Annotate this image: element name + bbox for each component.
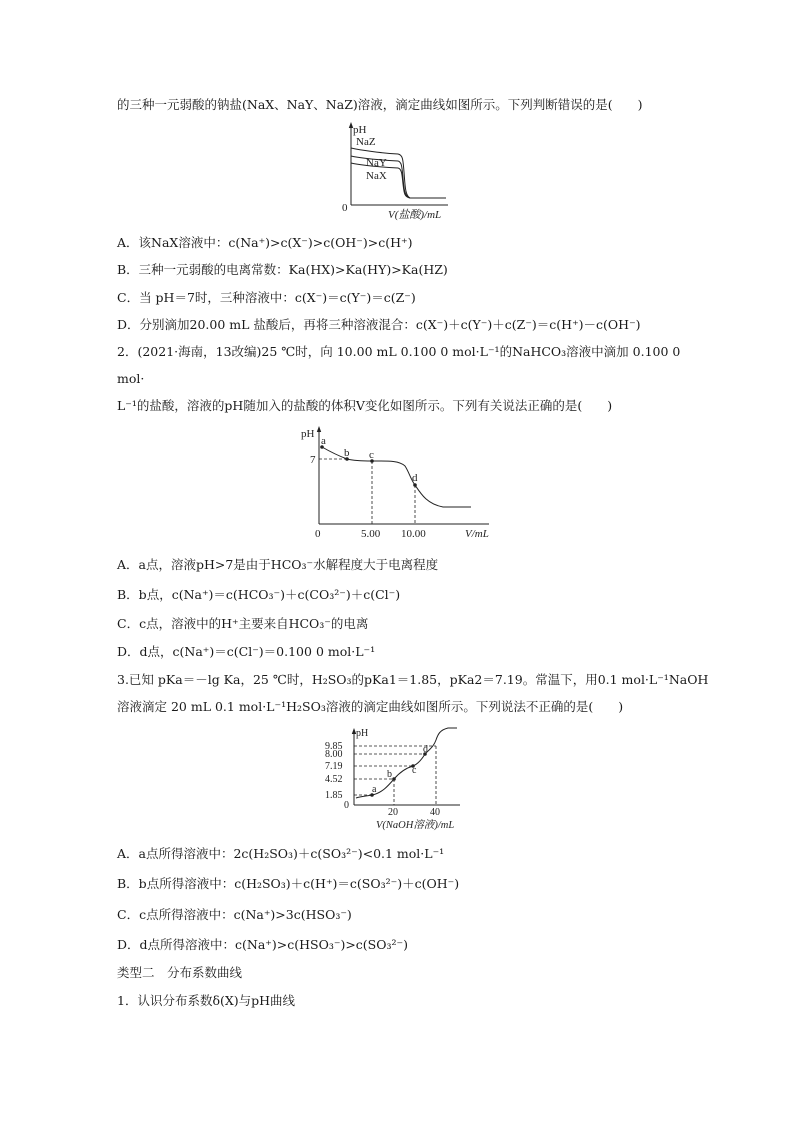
q2-ytick-7: 7 [310,454,316,466]
q2-stem-line2: mol· [117,371,145,386]
q1-option-b: B．三种一元弱酸的电离常数：Ka(HX)>Ka(HY)>Ka(HZ) [117,262,448,277]
q1-ylabel: pH [353,124,367,136]
q3-option-d: D．d点所得溶液中：c(Na⁺)>c(HSO₃⁻)>c(SO₃²⁻) [117,937,408,952]
q1-option-c: C．当 pH＝7时，三种溶液中：c(X⁻)＝c(Y⁻)＝c(Z⁻) [117,290,416,305]
q1-intro: 的三种一元弱酸的钠盐(NaX、NaY、NaZ)溶液，滴定曲线如图所示。下列判断错误的是( ) [117,97,643,112]
section-heading: 类型二 分布系数曲线 [117,965,243,980]
q3-ylabel: pH [356,728,369,739]
q2-ylabel: pH [301,428,315,440]
q2-stem-line3: L⁻¹的盐酸，溶液的pH随加入的盐酸的体积V变化如图所示。下列有关说法正确的是( ) [117,398,613,413]
q3-label-a: a [372,784,377,795]
q3-label-d: d [423,744,428,755]
q3-chart [322,722,482,834]
q1-label-nax: NaX [366,170,387,182]
q3-point-b [392,777,396,781]
q2-xtick-5: 5.00 [361,528,381,540]
q1-origin: 0 [342,202,348,214]
q1-chart [340,120,460,222]
q3-option-c: C．c点所得溶液中：c(Na⁺)>3c(HSO₃⁻) [117,907,352,922]
q3-ytick-719: 7.19 [325,761,343,772]
q2-figure [297,422,497,544]
q2-option-a: A．a点，溶液pH>7是由于HCO₃⁻水解程度大于电离程度 [117,557,439,572]
q3-label-b: b [387,769,392,780]
q3-ytick-452: 4.52 [325,774,343,785]
q2-xtick-10: 10.00 [401,528,426,540]
q3-figure [322,722,482,834]
q2-option-c: C．c点，溶液中的H⁺主要来自HCO₃⁻的电离 [117,616,369,631]
q2-label-c: c [369,449,374,461]
q1-label-nay: NaY [366,157,387,169]
q2-xlabel: V/mL [465,528,489,540]
q3-stem-line2: 溶液滴定 20 mL 0.1 mol·L⁻¹H₂SO₃溶液的滴定曲线如图所示。下列说法不正确的是( ) [117,699,624,714]
q3-ytick-800: 8.00 [325,749,343,760]
q3-xtick-40: 40 [430,807,440,818]
q3-xtick-20: 20 [388,807,398,818]
q3-stem-line1: 3.已知 pKa＝－lg Ka，25 ℃时，H₂SO₃的pKa1＝1.85，pKa2＝7.19。常温下，用0.1 mol·L⁻¹NaOH [117,672,709,687]
q3-option-b: B．b点所得溶液中：c(H₂SO₃)＋c(H⁺)＝c(SO₃²⁻)＋c(OH⁻) [117,876,460,891]
q2-chart [297,422,497,544]
q2-label-d: d [412,472,418,484]
q2-option-d: D．d点，c(Na⁺)＝c(Cl⁻)＝0.100 0 mol·L⁻¹ [117,644,376,659]
q3-origin: 0 [344,800,349,811]
q1-figure [340,120,460,222]
q1-option-d: D．分别滴加20.00 mL 盐酸后，再将三种溶液混合：c(X⁻)＋c(Y⁻)＋c(Z⁻)＝c(H⁺)－c(OH⁻) [117,317,641,332]
q2-stem-line1: 2．(2021·海南，13改编)25 ℃时，向 10.00 mL 0.100 0 mol·L⁻¹的NaHCO₃溶液中滴加 0.100 0 [117,344,681,359]
q1-xlabel: V(盐酸)/mL [388,209,442,221]
q3-option-a: A．a点所得溶液中：2c(H₂SO₃)＋c(SO₃²⁻)<0.1 mol·L⁻¹ [117,846,445,861]
q3-label-c: c [412,765,417,776]
q2-origin: 0 [315,528,321,540]
q2-option-b: B．b点，c(Na⁺)＝c(HCO₃⁻)＋c(CO₃²⁻)＋c(Cl⁻) [117,587,401,602]
q3-ytick-185: 1.85 [325,790,343,801]
q2-label-a: a [321,435,326,447]
q1-label-naz: NaZ [356,136,376,148]
section-item-1: 1．认识分布系数δ(X)与pH曲线 [117,993,296,1008]
q2-y-arrow [317,426,321,432]
q1-option-a: A．该NaX溶液中：c(Na⁺)>c(X⁻)>c(OH⁻)>c(H⁺) [117,235,413,250]
q3-ytick-985: 9.85 [325,741,343,752]
q2-label-b: b [344,447,350,459]
q3-xlabel: V(NaOH溶液)/mL [376,820,455,831]
